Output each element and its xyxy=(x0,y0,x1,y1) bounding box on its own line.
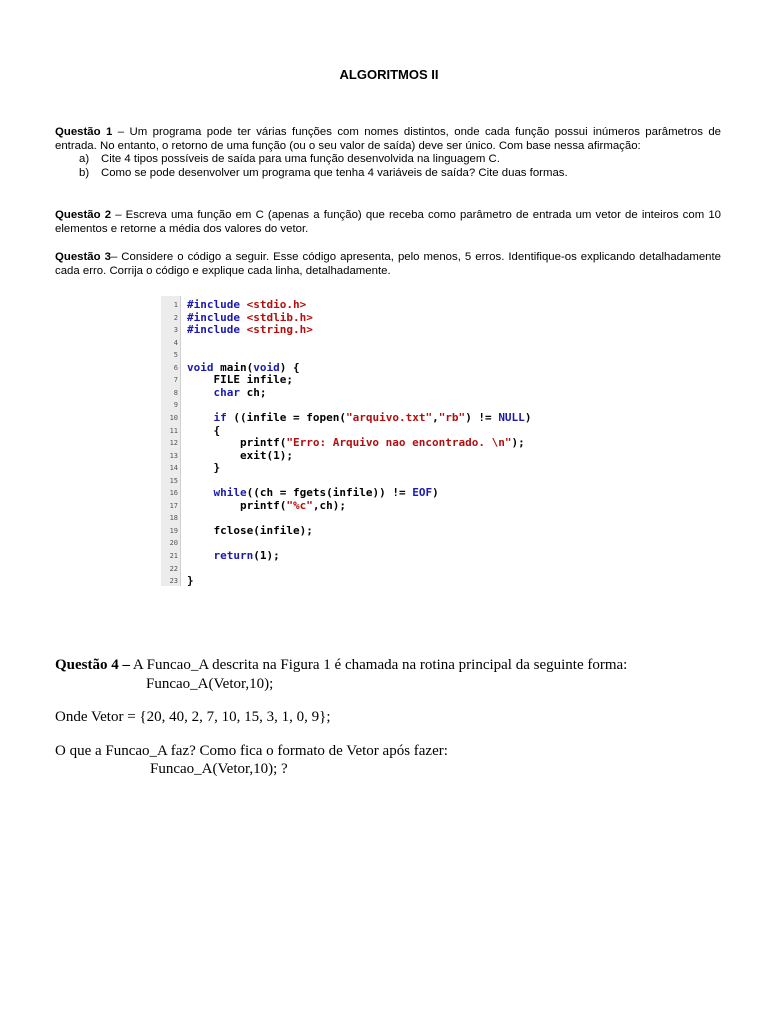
code-text: } xyxy=(187,574,194,588)
code-text: while((ch = fgets(infile)) != EOF) xyxy=(213,486,439,500)
vetor-definition: Onde Vetor = {20, 40, 2, 7, 10, 15, 3, 1, 0, 9}; xyxy=(55,709,331,725)
line-number: 13 xyxy=(169,451,178,460)
code-text: #include <stdio.h> xyxy=(187,298,307,311)
code-text: FILE infile; xyxy=(187,373,293,387)
item-text: Cite 4 tipos possíveis de saída para uma função desenvolvida na linguagem C. xyxy=(101,153,500,165)
question-1-text: – Um programa pode ter várias funções com nomes distintos, onde cada função possui inúmeros parâmetros de entrada. No entanto, o retorno de uma função (ou o seu valor de saída) deve ser único. Com base nessa afirmação: xyxy=(55,126,721,152)
code-text: exit(1); xyxy=(187,448,293,462)
line-number: 20 xyxy=(169,539,178,548)
line-number: 21 xyxy=(169,552,178,560)
line-number: 14 xyxy=(169,464,178,473)
item-label: a) xyxy=(79,153,90,165)
question-3-text: – Considere o código a seguir. Esse código apresenta, pelo menos, 5 erros. Identifique-os explicando detalhadamente cada erro. Corrija o código e explique cada linha, detalhadamente. xyxy=(55,251,721,277)
line-number: 12 xyxy=(169,439,178,448)
code-text: char ch; xyxy=(213,385,267,399)
function-call: Funcao_A(Vetor,10); xyxy=(146,676,274,692)
code-listing xyxy=(161,296,581,586)
question-1-item-b xyxy=(55,167,721,181)
question-2-label: Questão 2 xyxy=(55,209,112,221)
code-text: printf("%c",ch); xyxy=(187,498,346,512)
question-1-items xyxy=(55,153,721,180)
line-number: 3 xyxy=(173,326,178,335)
question-2-text: – Escreva uma função em C (apenas a função) que receba como parâmetro de entrada um vetor de inteiros com 10 elementos e retorne a média dos valores do vetor. xyxy=(55,209,722,235)
line-number: 8 xyxy=(173,388,178,397)
code-text: #include <string.h> xyxy=(187,323,313,337)
line-number: 19 xyxy=(169,526,178,535)
code-text: void main(void) { xyxy=(187,360,300,374)
line-number: 5 xyxy=(173,351,178,360)
line-number: 1 xyxy=(173,301,178,309)
item-text: Como se pode desenvolver um programa que tenha 4 variáveis de saída? Cite duas formas. xyxy=(101,166,568,179)
line-number: 6 xyxy=(173,363,178,372)
line-number: 18 xyxy=(169,514,178,523)
line-number: 10 xyxy=(169,413,178,422)
line-number: 4 xyxy=(173,338,178,347)
question-4-text: A Funcao_A descrita na Figura 1 é chamada na rotina principal da seguinte forma: xyxy=(130,657,628,673)
question-3 xyxy=(55,251,721,278)
item-label: b) xyxy=(79,166,90,179)
question-4-label: Questão 4 – xyxy=(55,657,130,673)
question-3-label: Questão 3 xyxy=(55,251,111,263)
question-1-item-a xyxy=(55,153,721,167)
code-text: if ((infile = fopen("arquivo.txt","rb") != NULL) xyxy=(213,410,532,424)
question-1 xyxy=(55,126,721,180)
code-text: #include <stdlib.h> xyxy=(187,310,313,324)
code-text: printf("Erro: Arquivo nao encontrado. \n"); xyxy=(187,436,525,450)
line-number: 17 xyxy=(169,501,178,510)
line-number: 22 xyxy=(169,564,178,573)
document-title: ALGORITMOS II xyxy=(339,67,439,82)
code-text: fclose(infile); xyxy=(187,523,313,537)
function-call-2: Funcao_A(Vetor,10); ? xyxy=(150,761,288,777)
line-number: 7 xyxy=(173,376,178,385)
line-number: 16 xyxy=(169,489,178,498)
code-text: { xyxy=(187,423,221,437)
question-1-label: Questão 1 xyxy=(55,126,113,138)
line-number: 2 xyxy=(173,313,178,322)
code-text: } xyxy=(187,461,221,475)
question-2 xyxy=(55,209,721,236)
line-number: 23 xyxy=(169,577,178,586)
question-4 xyxy=(55,657,627,674)
code-text: return(1); xyxy=(213,549,280,562)
line-number: 11 xyxy=(169,426,178,435)
question-4-prompt: O que a Funcao_A faz? Como fica o formato de Vetor após fazer: xyxy=(55,743,448,759)
line-number: 9 xyxy=(173,401,178,410)
line-number: 15 xyxy=(169,476,178,485)
